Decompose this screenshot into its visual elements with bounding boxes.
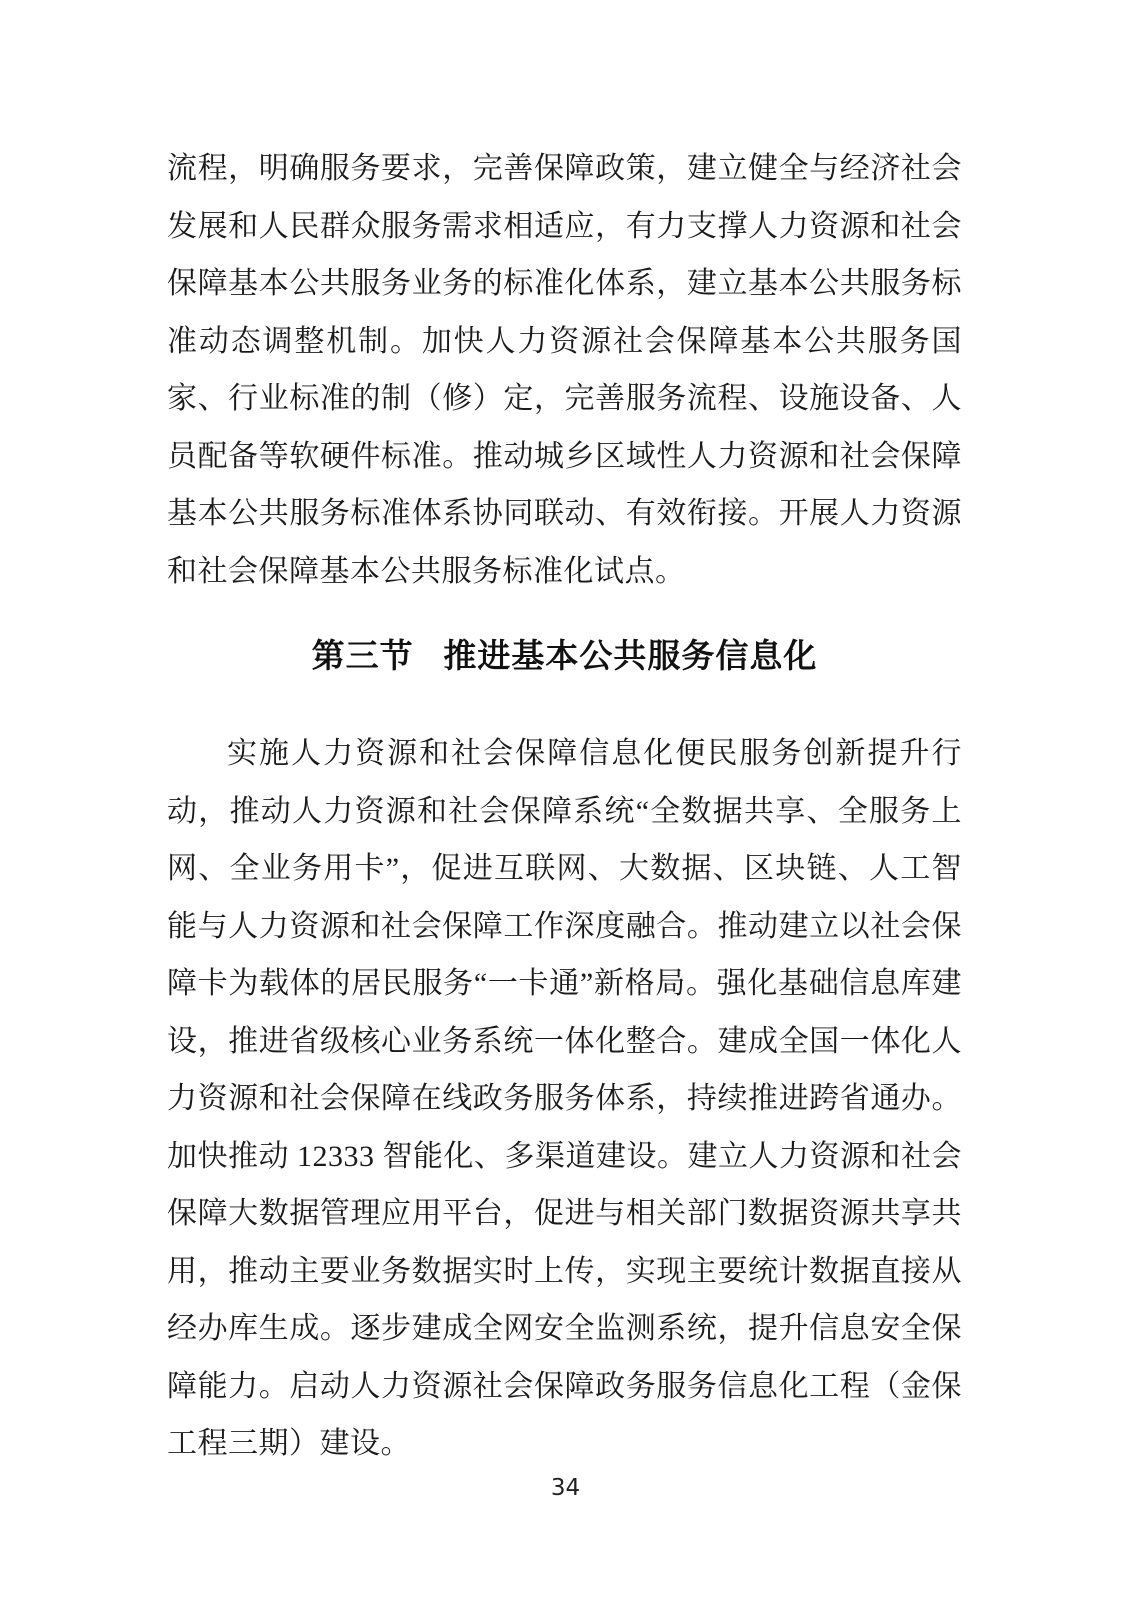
page-content bbox=[167, 140, 962, 1473]
section-heading bbox=[167, 636, 962, 676]
page-footer bbox=[0, 1474, 1131, 1502]
paragraph-informatization: 实施人力资源和社会保障信息化便民服务创新提升行动，推动人力资源和社会保障系统“全数据共享、全服务上网、全业务用卡”，促进互联网、大数据、区块链、人工智能与人力资源和社会保障工作深度融合。推动建立以社会保障卡为载体的居民服务“一卡通”新格局。强化基础信息库建设，推进省级核心业务系统一体化整合。建成全国一体化人力资源和社会保障在线政务服务体系，持续推进跨省通办。加快推动 12333 智能化、多渠道建设。建立人力资源和社会保障大数据管理应用平台，促进与相关部门数据资源共享共用，推动主要业务数据实时上传，实现主要统计数据直接从经办库生成。逐步建成全网安全监测系统，提升信息安全保障能力。启动人力资源社会保障政务服务信息化工程（金保工程三期）建设。 bbox=[167, 737, 962, 1460]
paragraph-standardization: 流程，明确服务要求，完善保障政策，建立健全与经济社会发展和人民群众服务需求相适应，有力支撑人力资源和社会保障基本公共服务业务的标准化体系，建立基本公共服务标准动态调整机制。加快人力资源社会保障基本公共服务国家、行业标准的制（修）定，完善服务流程、设施设备、人员配备等软硬件标准。推动城乡区域性人力资源和社会保障基本公共服务标准体系协同联动、有效衔接。开展人力资源和社会保障基本公共服务标准化试点。 bbox=[167, 152, 962, 588]
page-number: 34 bbox=[550, 1475, 581, 1501]
section-heading-title: 推进基本公共服务信息化 bbox=[443, 637, 818, 674]
section-heading-label: 第三节 bbox=[311, 637, 414, 674]
